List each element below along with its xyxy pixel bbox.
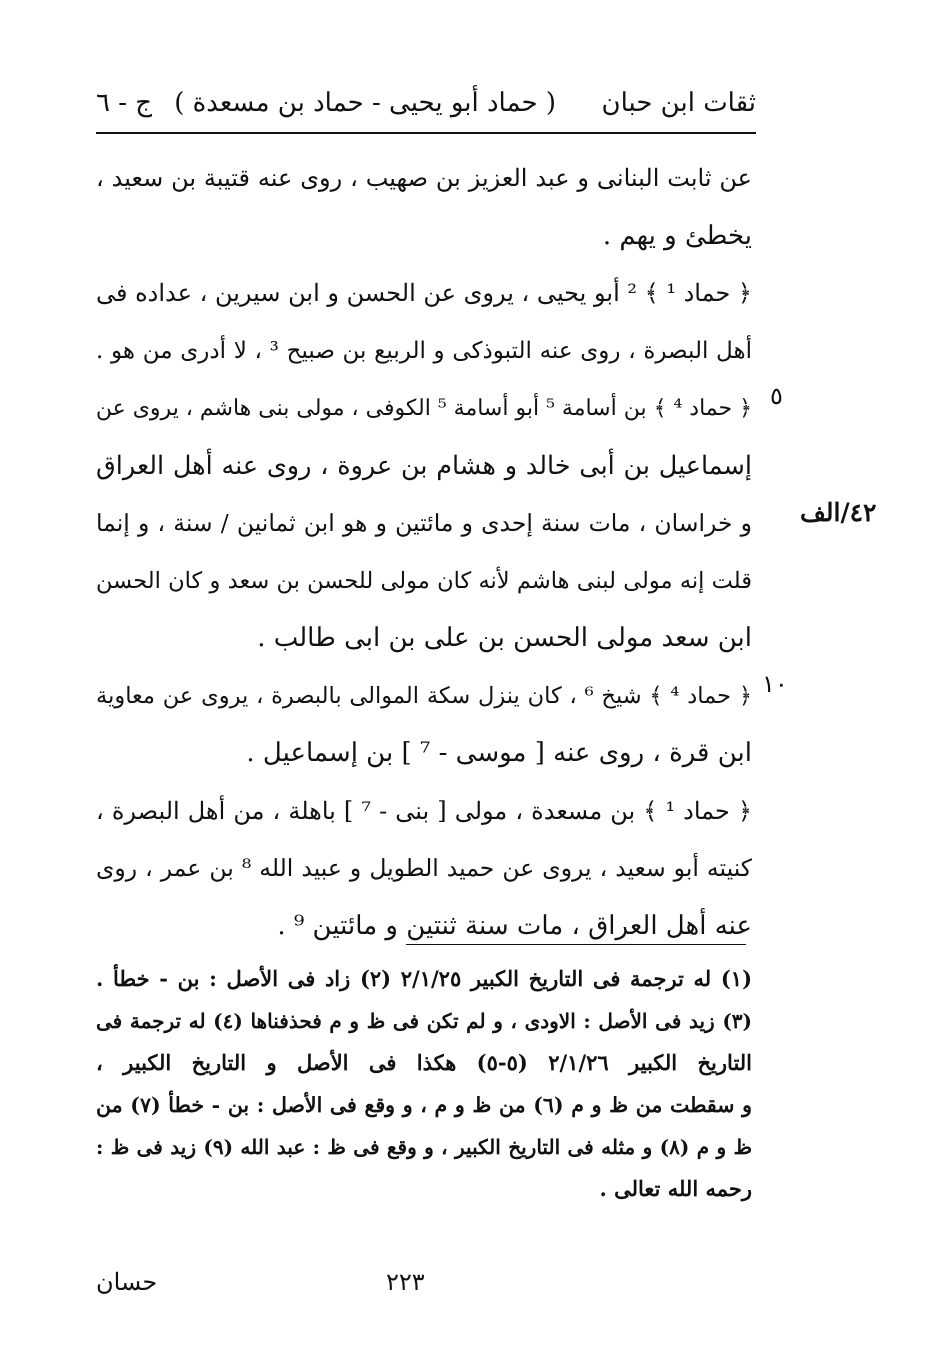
volume-number: ج - ٦ xyxy=(96,88,153,118)
footnote-line: (١) له ترجمة فى التاريخ الكبير ٢/١/٢٥ (٢) زاد فى الأصل : بن - خطأ . xyxy=(96,966,752,991)
line-number-10: ١٠ xyxy=(762,670,788,698)
text-line: يخطئ و يهم . xyxy=(602,220,752,251)
main-text xyxy=(96,150,752,955)
header-rule xyxy=(96,132,756,134)
line-number-5: ٥ xyxy=(770,382,783,410)
printer-signature: حسان xyxy=(96,1268,158,1296)
text-line: ﴿ حماد ¹ ﴾ ² أبو يحيى ، يروى عن الحسن و ابن سيرين ، عداده فى xyxy=(96,279,752,307)
text-line: ﴿ حماد ⁴ ﴾ شيخ ⁶ ، كان ينزل سكة الموالى بالبصرة ، يروى عن معاوية xyxy=(96,682,752,709)
footnote-separator xyxy=(406,944,746,945)
text-line: ﴿ حماد ¹ ﴾ بن مسعدة ، مولى [ بنى - ⁷ ] باهلة ، من أهل البصرة ، xyxy=(96,796,752,825)
text-line: عنه أهل العراق ، مات سنة ثنتين و مائتين ⁹ . xyxy=(277,910,752,941)
text-line: كنيته أبو سعيد ، يروى عن حميد الطويل و عبيد الله ⁸ بن عمر ، روى xyxy=(96,854,752,882)
text-line: ﴿ حماد ⁴ ﴾ بن أسامة ⁵ أبو أسامة ⁵ الكوفى ، مولى بنى هاشم ، يروى عن xyxy=(96,396,752,421)
running-header xyxy=(96,88,756,128)
footnote-line: رحمه الله تعالى . xyxy=(599,1176,752,1201)
text-line: قلت إنه مولى لبنى هاشم لأنه كان مولى للحسن بن سعد و كان الحسن xyxy=(96,567,752,594)
text-line: ابن قرة ، روى عنه [ موسى - ⁷ ] بن إسماعيل . xyxy=(246,738,752,768)
text-line: ابن سعد مولى الحسن بن على بن ابى طالب . xyxy=(257,623,752,653)
book-title: ثقات ابن حبان xyxy=(601,88,756,118)
margin-folio-note: ٤٢/الف xyxy=(800,498,877,527)
footnotes xyxy=(96,958,752,1210)
text-line: إسماعيل بن أبى خالد و هشام بن عروة ، روى عنه أهل العراق xyxy=(96,450,752,481)
text-line: و خراسان ، مات سنة إحدى و مائتين و هو ابن ثمانين / سنة ، و إنما xyxy=(96,509,752,537)
entry-range-title: ( حماد أبو يحيى - حماد بن مسعدة ) xyxy=(174,88,556,118)
footnote-line: و سقطت من ظ و م (٦) من ظ و م ، و وقع فى الأصل : بن - خطأ (٧) من xyxy=(96,1093,752,1117)
footnote-line: (٣) زيد فى الأصل : الاودى ، و لم تكن فى ظ و م فحذفناها (٤) له ترجمة فى xyxy=(96,1009,752,1033)
text-line: عن ثابت البنانى و عبد العزيز بن صهيب ، روى عنه قتيبة بن سعيد ، xyxy=(96,164,752,192)
page-footer xyxy=(96,1268,752,1308)
footnote-line: ظ و م (٨) و مثله فى التاريخ الكبير ، و وقع فى ظ : عبد الله (٩) زيد فى ظ : xyxy=(96,1135,752,1159)
page-number: ٢٢٣ xyxy=(386,1268,425,1296)
text-line: أهل البصرة ، روى عنه التبوذكى و الربيع بن صبيح ³ ، لا أدرى من هو . xyxy=(96,337,752,364)
footnote-line: التاريخ الكبير ٢/١/٢٦ (٥-٥) هكذا فى الأصل و التاريخ الكبير ، xyxy=(96,1050,752,1075)
